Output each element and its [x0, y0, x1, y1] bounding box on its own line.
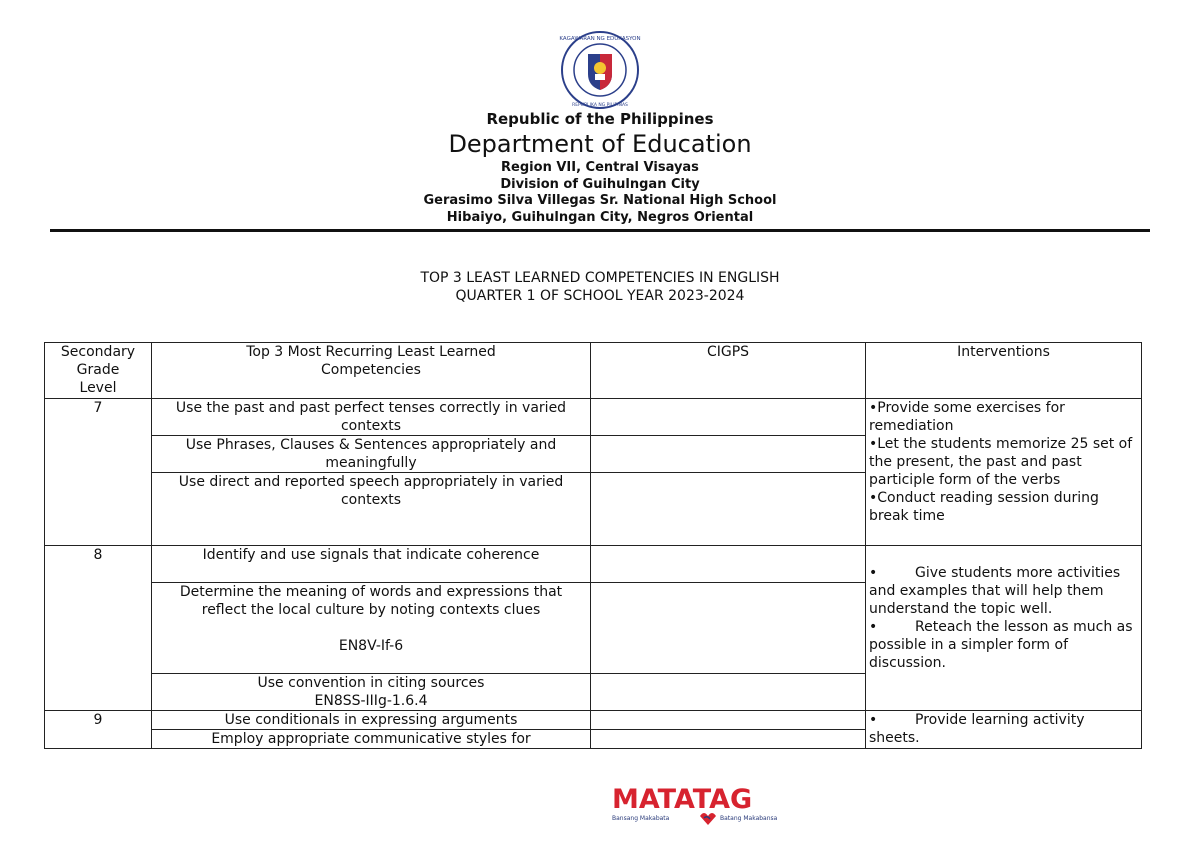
cigps-cell	[591, 583, 866, 674]
svg-text:Bansang Makabata: Bansang Makabata	[612, 815, 670, 822]
header-divider	[50, 229, 1150, 232]
svg-text:MATATAG: MATATAG	[612, 784, 753, 815]
department-heading: Department of Education	[448, 130, 752, 158]
competency-cell: Determine the meaning of words and expressions that reflect the local culture by noting contexts clues EN8V-If-6	[152, 583, 591, 674]
competency-cell: Identify and use signals that indicate coherence	[152, 546, 591, 583]
header-interventions: Interventions	[866, 343, 1142, 399]
competency-cell: Use conditionals in expressing arguments	[152, 711, 591, 730]
interventions-cell: • Give students more activities and examples that will help them understand the topic well. • Reteach the lesson as much as possible in a simpler form of discussion.	[866, 546, 1142, 711]
cigps-cell	[591, 730, 866, 749]
cigps-cell	[591, 399, 866, 436]
table-row	[45, 546, 1142, 583]
cigps-cell	[591, 711, 866, 730]
svg-text:REPUBLIKA NG PILIPINAS: REPUBLIKA NG PILIPINAS	[572, 103, 628, 108]
competency-cell: Use convention in citing sources EN8SS-IIIg-1.6.4	[152, 674, 591, 711]
deped-seal-logo	[551, 30, 649, 110]
interventions-cell: • Provide learning activity sheets.	[866, 711, 1142, 749]
grade-cell: 7	[45, 399, 152, 546]
competency-cell: Use direct and reported speech appropriately in varied contexts	[152, 473, 591, 546]
cigps-cell	[591, 674, 866, 711]
region-line: Region VII, Central Visayas	[501, 160, 699, 175]
address-line: Hibaiyo, Guihulngan City, Negros Oriental	[446, 210, 754, 225]
grade-cell: 8	[45, 546, 152, 711]
matatag-logo	[610, 780, 780, 830]
republic-heading: Republic of the Philippines	[486, 110, 714, 128]
document-title: TOP 3 LEAST LEARNED COMPETENCIES IN ENGLISH	[420, 270, 780, 286]
interventions-cell: •Provide some exercises for remediation •Let the students memorize 25 set of the present, the past and past participle form of the verbs •Conduct reading session during break time	[866, 399, 1142, 546]
grade-cell: 9	[45, 711, 152, 749]
svg-text:Batang Makabansa: Batang Makabansa	[720, 815, 778, 822]
table-row	[45, 399, 1142, 436]
division-line: Division of Guihulngan City	[500, 177, 700, 192]
competencies-table	[44, 342, 1142, 749]
cigps-cell	[591, 436, 866, 473]
cigps-cell	[591, 546, 866, 583]
table-row	[45, 711, 1142, 730]
school-line: Gerasimo Silva Villegas Sr. National High School	[423, 193, 777, 208]
competency-cell: Employ appropriate communicative styles for	[152, 730, 591, 749]
header-competencies: Top 3 Most Recurring Least Learned Competencies	[152, 343, 591, 399]
header-grade-level: Secondary Grade Level	[45, 343, 152, 399]
document-subtitle: QUARTER 1 OF SCHOOL YEAR 2023-2024	[455, 288, 745, 304]
header-cigps: CIGPS	[591, 343, 866, 399]
competency-cell: Use the past and past perfect tenses correctly in varied contexts	[152, 399, 591, 436]
cigps-cell	[591, 473, 866, 546]
table-header-row	[45, 343, 1142, 399]
competency-cell: Use Phrases, Clauses & Sentences appropriately and meaningfully	[152, 436, 591, 473]
svg-text:KAGAWARAN NG EDUKASYON: KAGAWARAN NG EDUKASYON	[559, 36, 641, 42]
